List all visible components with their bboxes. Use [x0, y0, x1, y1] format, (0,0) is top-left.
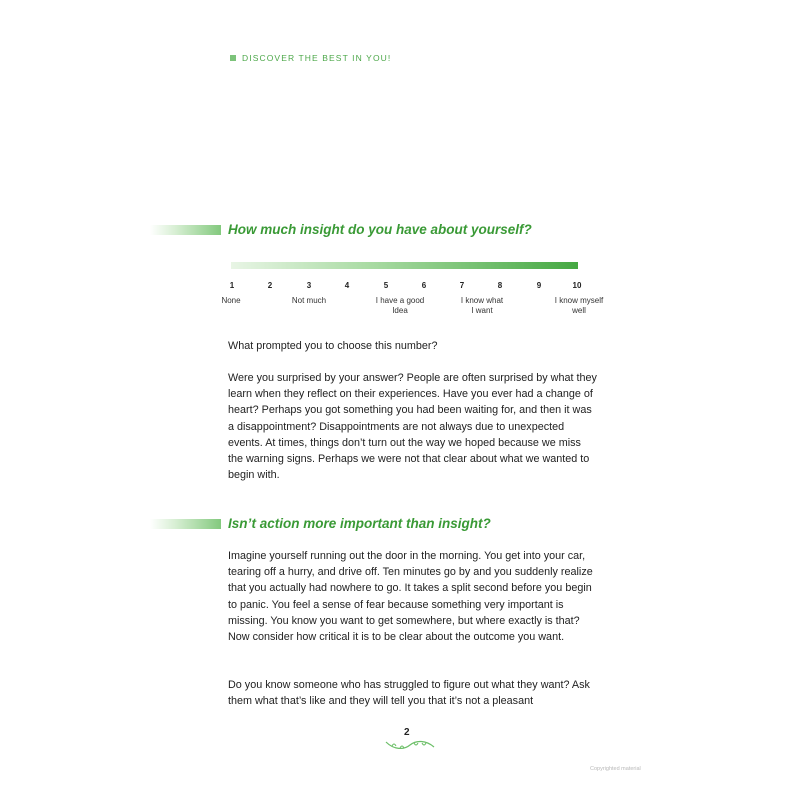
scale-label: I know what I want [460, 296, 504, 315]
body-paragraph: Imagine yourself running out the door in the morning. You get into your car, tearing off a hurry, and drive off. Ten minutes go by and you suddenly realize that you actually had nowhere to go. It takes a split second before you begin to panic. You feel a sense of fear because something very important is missing. You know you want to get somewhere, but where exactly is that? Now consider how critical it is to be clear about the outcome you want. [228, 550, 593, 644]
bullet-square-icon [230, 55, 236, 61]
body-paragraph: What prompted you to choose this number? [228, 340, 438, 352]
scale-number: 5 [383, 281, 389, 290]
flourish-icon [384, 738, 436, 752]
scale-label: I know myself well [554, 296, 604, 315]
heading-title: How much insight do you have about yourself? [228, 222, 532, 237]
rating-scale-bar [231, 262, 578, 269]
scale-number: 6 [421, 281, 427, 290]
heading-gradient-bar [150, 225, 221, 235]
scale-label: None [221, 296, 241, 305]
scale-number: 3 [306, 281, 312, 290]
running-head-text: DISCOVER THE BEST IN YOU! [242, 53, 392, 63]
scale-label: I have a good Idea [375, 296, 425, 315]
body-paragraph: Were you surprised by your answer? People are often surprised by what they learn when they reflect on their experiences. Have you ever had a change of heart? Perhaps you got something you had been waiting for, and then it was a disappointment? Disappointments are not always due to unexpected events. At times, things don’t turn out the way we hoped because we miss the warning signs. Perhaps we were not that clear about what we wanted to begin with. [228, 372, 597, 482]
copyright-note: Copyrighted material [590, 766, 641, 772]
scale-number: 8 [497, 281, 503, 290]
scale-number: 2 [267, 281, 273, 290]
heading-title: Isn’t action more important than insight? [228, 516, 491, 531]
scale-number: 7 [459, 281, 465, 290]
running-head [230, 53, 391, 63]
scale-number: 9 [536, 281, 542, 290]
body-paragraph: Do you know someone who has struggled to figure out what they want? Ask them what that’s like and they will tell you that it’s not a pleasant [228, 679, 590, 708]
page-number: 2 [404, 727, 410, 738]
scale-number: 10 [572, 281, 582, 290]
scale-label: Not much [291, 296, 327, 305]
section-heading-insight [150, 222, 532, 237]
scale-number: 4 [344, 281, 350, 290]
scale-number: 1 [229, 281, 235, 290]
heading-gradient-bar [150, 519, 221, 529]
section-heading-action [150, 516, 491, 531]
